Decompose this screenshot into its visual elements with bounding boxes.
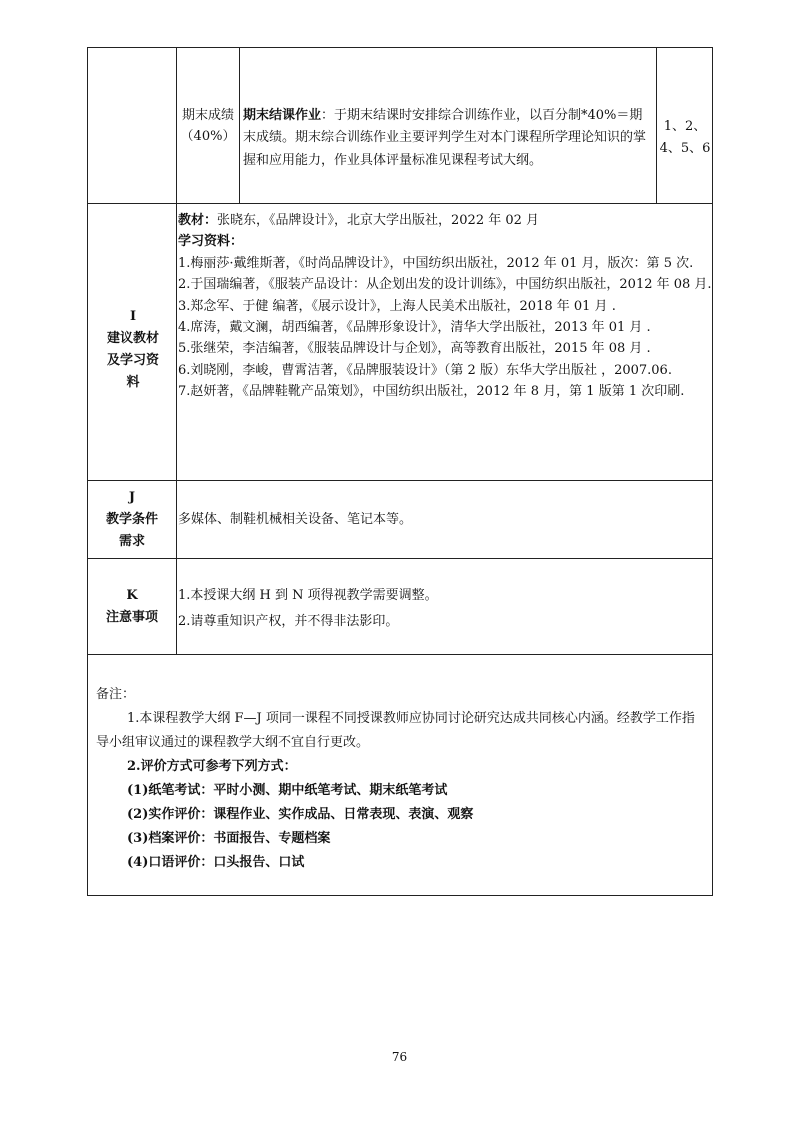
material-item: 2.于国瑞编著，《服装产品设计：从企划出发的设计训练》，中国纺织出版社，2012 年 08 月. xyxy=(178,277,712,293)
section-j-row xyxy=(88,480,712,558)
final-assignment-text: ：于期末结课时安排综合训练作业，以百分制*40%＝期末成绩。期末综合训练作业主要评判学生对本门课程所学理论知识的掌握和应用能力，作业具体评量标准见课程考试大纲。 xyxy=(243,108,647,168)
section-i-label xyxy=(106,306,160,394)
notes-heading: 备注： xyxy=(96,687,136,702)
final-grade-description xyxy=(243,105,653,172)
material-item: 6.刘晓刚，李峻，曹霄洁著，《品牌服装设计》（第 2 版）东华大学出版社 ，2007.06. xyxy=(178,362,672,378)
material-item: 5.张继荣，李洁编著，《服装品牌设计与企划》，高等教育出版社，2015 年 08 月 . xyxy=(178,341,651,357)
notes-para1: 1.本课程教学大纲 F—J 项同一课程不同授课教师应协同讨论研究达成共同核心内涵。经教学工作指导小组审议通过的课程教学大纲不宜自行更改。 xyxy=(96,711,695,750)
material-item: 3.郑念军、于健 编著，《展示设计》，上海人民美术出版社，2018 年 01 月 . xyxy=(178,298,616,314)
final-grade-row xyxy=(88,48,712,203)
material-item: 4.席涛，戴文澜，胡西编著，《品牌形象设计》，清华大学出版社，2013 年 01 月 . xyxy=(178,320,651,336)
course-goals-text: 1、2、4、5、6 xyxy=(659,119,711,157)
section-k-row xyxy=(88,558,712,654)
section-j-text: 多媒体、制鞋机械相关设备、笔记本等。 xyxy=(178,512,413,527)
section-i-content xyxy=(178,210,712,403)
section-j-content xyxy=(178,509,712,531)
eval-item: (1)纸笔考试：平时小测、期中纸笔考试、期末纸笔考试 xyxy=(127,783,448,798)
eval-item: (3)档案评价：书面报告、专题档案 xyxy=(127,831,331,846)
eval-item: (4)口语评价：口头报告、口试 xyxy=(127,855,305,870)
section-k-content xyxy=(178,583,712,635)
final-grade-label xyxy=(178,105,238,147)
syllabus-table xyxy=(87,47,713,896)
section-i-title: 建议教材及学习资料 xyxy=(106,331,159,390)
materials-label: 学习资料： xyxy=(178,234,244,250)
eval-heading: 2.评价方式可参考下列方式： xyxy=(127,759,297,774)
material-item: 1.梅丽莎·戴维斯著，《时尚品牌设计》，中国纺织出版社，2012 年 01 月，版次：第 5 次. xyxy=(178,255,694,271)
section-k-title: 注意事项 xyxy=(105,610,158,625)
section-k-letter: K xyxy=(126,588,138,603)
section-k-label xyxy=(102,585,162,629)
page-number: 76 xyxy=(391,1050,408,1064)
final-grade-label-text: 期末成绩（40%） xyxy=(180,108,236,144)
notes-content xyxy=(96,683,706,875)
notice-item: 1.本授课大纲 H 到 N 项得视教学需要调整。 xyxy=(178,588,438,603)
course-goals xyxy=(658,116,712,161)
final-assignment-title: 期末结课作业 xyxy=(243,108,322,123)
material-item: 7.赵妍著，《品牌鞋靴产品策划》，中国纺织出版社，2012 年 8 月，第 1 版第 1 次印刷. xyxy=(178,384,685,400)
notice-item: 2.请尊重知识产权，并不得非法影印。 xyxy=(178,614,399,629)
section-i-letter: I xyxy=(129,309,137,324)
section-i-row xyxy=(88,203,712,480)
textbook-label: 教材： xyxy=(178,213,218,228)
section-j-title: 教学条件需求 xyxy=(105,512,158,549)
notes-row xyxy=(88,654,712,895)
section-j-letter: J xyxy=(128,490,136,505)
section-j-label xyxy=(102,487,162,553)
eval-item: (2)实作评价：课程作业、实作成品、日常表现、表演、观察 xyxy=(127,807,474,822)
textbook-text: 张晓东，《品牌设计》，北京大学出版社，2022 年 02 月 xyxy=(217,213,540,228)
